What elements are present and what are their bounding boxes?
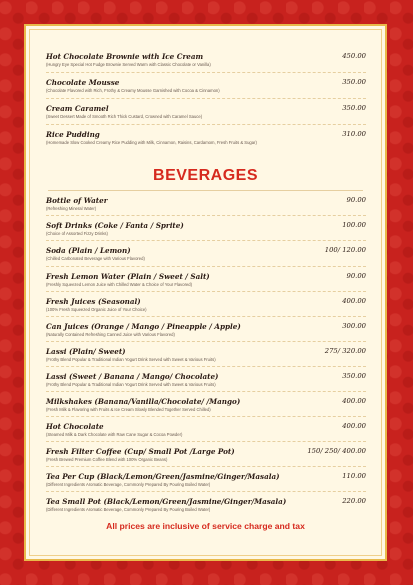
item-name: Fresh Lemon Water (Plain / Sweet / Salt) [46, 272, 210, 281]
item-description: (Chilled Carbonated Beverage with Various Flavored) [46, 256, 145, 261]
divider [46, 266, 366, 267]
item-description: (100% Fresh Squeezed Organic Juice of Your Choice) [46, 307, 147, 312]
item-name: Milkshakes (Banana/Vanilla/Chocolate/ /Mango) [46, 397, 241, 406]
item-name: Chocolate Mousse [46, 78, 120, 87]
divider [46, 416, 366, 417]
menu-item [46, 422, 366, 437]
divider [46, 215, 366, 216]
item-description: (Frothy Blend Popular & Traditional Indian Yogurt Drink Served with Sweet & Various Fruits) [46, 382, 216, 387]
item-description: (Different Ingredients Aromatic Beverage, Commonly Prepared By Pouring Boiled Water) [46, 482, 211, 487]
divider [46, 366, 366, 367]
item-price: 275/ 320.00 [324, 347, 366, 355]
item-name: Hot Chocolate Brownie with Ice Cream [46, 52, 204, 61]
menu-item [46, 78, 366, 93]
divider [46, 98, 366, 99]
item-price: 300.00 [342, 322, 366, 330]
divider [46, 491, 366, 492]
menu-content [24, 24, 387, 561]
item-price: 350.00 [342, 372, 366, 380]
item-name: Fresh Juices (Seasonal) [46, 297, 141, 306]
divider [46, 240, 366, 241]
menu-item [46, 104, 366, 119]
menu-item [46, 447, 366, 462]
item-description: (Refreshing Mineral Water) [46, 206, 97, 211]
item-price: 90.00 [346, 196, 366, 204]
price-note: All prices are inclusive of service charge and tax [106, 521, 305, 531]
menu-item [46, 322, 366, 337]
item-description: (Sweet Dessert Made of Smooth Rich Thick Custard, Crowned with Caramel Sauce) [46, 114, 203, 119]
item-price: 400.00 [342, 297, 366, 305]
menu-item [46, 297, 366, 312]
item-name: Hot Chocolate [46, 422, 104, 431]
item-description: (Steamed Milk & Dark Chocolate with Raw Cane Sugar & Cocoa Powder) [46, 432, 183, 437]
menu-item [46, 130, 366, 145]
item-description: (Frothy Blend Popular & Traditional Indian Yogurt Drink Served with Sweet & Various Fruits) [46, 357, 216, 362]
item-name: Soft Drinks (Coke / Fanta / Sprite) [46, 221, 184, 230]
item-description: (Naturally Contained Refreshing Canned Juice with Various Flavored) [46, 332, 175, 337]
divider [46, 124, 366, 125]
menu-item [46, 272, 366, 287]
menu-item [46, 246, 366, 261]
item-name: Bottle of Water [46, 196, 108, 205]
item-description: (Hungry Eye Special Hot Fudge Brownie Served Warm with Classic Chocolate or Vanilla) [46, 62, 211, 67]
item-price: 310.00 [342, 130, 366, 138]
item-name: Fresh Filter Coffee (Cup/ Small Pot /Large Pot) [46, 447, 235, 456]
divider [46, 391, 366, 392]
item-price: 350.00 [342, 78, 366, 86]
divider [46, 466, 366, 467]
item-price: 400.00 [342, 422, 366, 430]
item-description: (Fresh Brewed Premium Coffee Blend with 100% Organic Beans) [46, 457, 168, 462]
item-description: (Homemade Slow Cooked Creamy Rice Pudding with Milk, Cinnamon, Raisins, Cardamom, Fresh Fruits & Sugar) [46, 140, 257, 145]
menu-item [46, 497, 366, 512]
menu-item [46, 221, 366, 236]
item-price: 220.00 [342, 497, 366, 505]
item-description: (Freshly Squeezed Lemon Juice with Chilled Water & Choice of Your Flavored) [46, 282, 193, 287]
item-description: (Fresh Milk & Flavoring with Fruits & Ice Cream Slowly Blended Together Served Chilled) [46, 407, 211, 412]
section-heading: BEVERAGES [153, 167, 258, 184]
item-price: 450.00 [342, 52, 366, 60]
heading-rule [48, 190, 363, 191]
divider [46, 341, 366, 342]
item-price: 400.00 [342, 397, 366, 405]
item-name: Lassi (Sweet / Banana / Mango/ Chocolate) [46, 372, 219, 381]
item-price: 350.00 [342, 104, 366, 112]
divider [46, 291, 366, 292]
item-name: Tea Per Cup (Black/Lemon/Green/Jasmine/Ginger/Masala) [46, 472, 280, 481]
menu-item [46, 52, 366, 67]
item-price: 100.00 [342, 221, 366, 229]
menu-item [46, 196, 366, 211]
item-price: 100/ 120.00 [324, 246, 366, 254]
item-name: Soda (Plain / Lemon) [46, 246, 131, 255]
item-name: Tea Small Pot (Black/Lemon/Green/Jasmine/Ginger/Masala) [46, 497, 287, 506]
menu-item [46, 397, 366, 412]
divider [46, 316, 366, 317]
menu-item [46, 472, 366, 487]
item-price: 90.00 [346, 272, 366, 280]
divider [46, 72, 366, 73]
menu-item [46, 347, 366, 362]
item-name: Rice Pudding [46, 130, 100, 139]
divider [46, 441, 366, 442]
item-name: Can Juices (Orange / Mango / Pineapple / Apple) [46, 322, 241, 331]
menu-item [46, 372, 366, 387]
item-description: (Different Ingredients Aromatic Beverage, Commonly Prepared By Pouring Boiled Water) [46, 507, 211, 512]
item-price: 110.00 [342, 472, 366, 480]
item-name: Cream Caramel [46, 104, 109, 113]
item-description: (Choice of Assorted Fizzy Drinks) [46, 231, 108, 236]
item-description: (Chocolate Flavored with Rich, Frothy & Creamy Mousse Garnished with Cocoa & Cinnamon) [46, 88, 220, 93]
item-price: 150/ 250/ 400.00 [307, 447, 366, 455]
item-name: Lassi (Plain/ Sweet) [46, 347, 126, 356]
